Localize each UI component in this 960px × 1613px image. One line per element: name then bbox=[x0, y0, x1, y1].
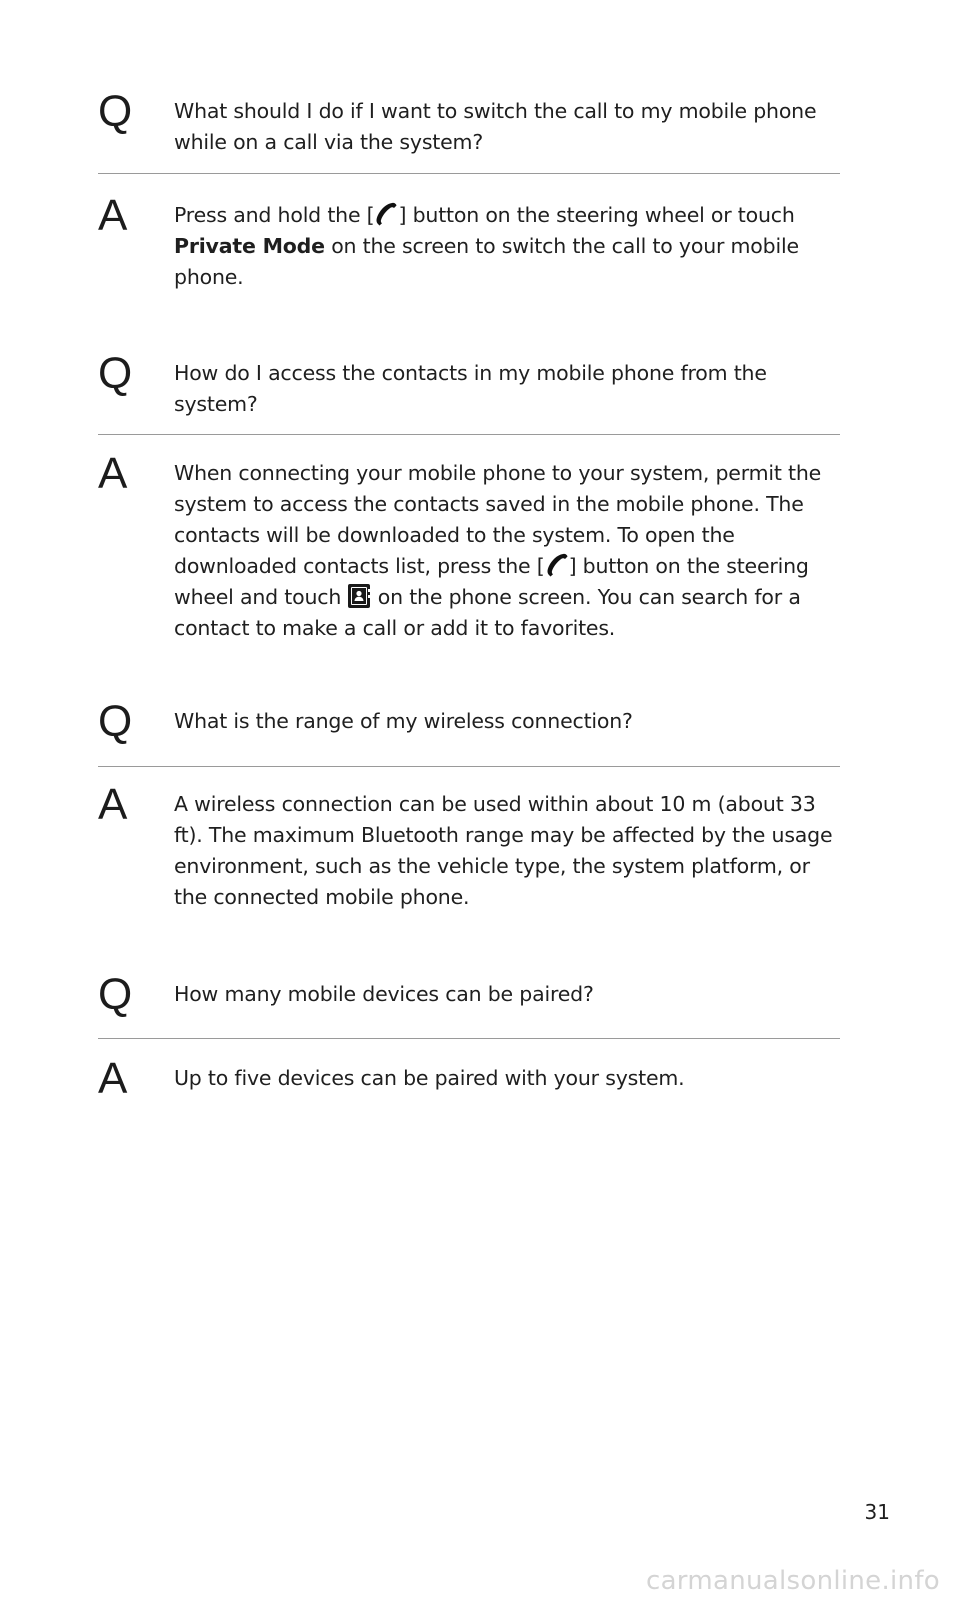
answer-text-part: ] button on the steering wheel or touch bbox=[398, 203, 795, 227]
answer-text-part: on the phone screen. You can search for a contact to make a call or add it to favorites. bbox=[174, 585, 801, 640]
question-text: How many mobile devices can be paired? bbox=[174, 982, 594, 1006]
answer-text-part: on the screen to switch the call to your mobile phone. bbox=[174, 234, 799, 289]
phone-icon bbox=[545, 552, 569, 578]
contacts-icon bbox=[347, 583, 371, 609]
answer-text bbox=[174, 200, 834, 293]
question-letter: Q bbox=[98, 970, 133, 1019]
private-mode-label: Private Mode bbox=[174, 234, 325, 258]
divider bbox=[98, 434, 840, 435]
answer-letter: A bbox=[98, 191, 128, 240]
divider bbox=[98, 766, 840, 767]
answer-text-part: ] button on the steering wheel and touch bbox=[174, 554, 809, 609]
answer-text bbox=[174, 458, 834, 644]
divider bbox=[98, 1038, 840, 1039]
question-letter: Q bbox=[98, 87, 133, 136]
phone-icon bbox=[374, 201, 398, 227]
page-number: 31 bbox=[864, 1500, 890, 1524]
answer-letter: A bbox=[98, 1054, 128, 1103]
answer-letter: A bbox=[98, 449, 128, 498]
question-letter: Q bbox=[98, 349, 133, 398]
question-text: How do I access the contacts in my mobile phone from the system? bbox=[174, 361, 767, 416]
question-letter: Q bbox=[98, 697, 133, 746]
answer-text: Up to five devices can be paired with your system. bbox=[174, 1066, 685, 1090]
question-text: What should I do if I want to switch the call to my mobile phone while on a call via the system? bbox=[174, 99, 817, 154]
watermark: carmanualsonline.info bbox=[645, 1566, 940, 1596]
question-text: What is the range of my wireless connection? bbox=[174, 709, 633, 733]
answer-text-part: Press and hold the [ bbox=[174, 203, 375, 227]
divider bbox=[98, 173, 840, 174]
answer-text: A wireless connection can be used within about 10 m (about 33 ft). The maximum Bluetooth range may be affected by the usage environment, such as the vehicle type, the system platform, or the connected mobile phone. bbox=[174, 792, 833, 909]
answer-letter: A bbox=[98, 780, 128, 829]
answer-text-part: When connecting your mobile phone to your system, permit the system to access the contacts saved in the mobile phone. The contacts will be downloaded to the system. To open the downloaded contacts list, press the [ bbox=[174, 461, 822, 578]
